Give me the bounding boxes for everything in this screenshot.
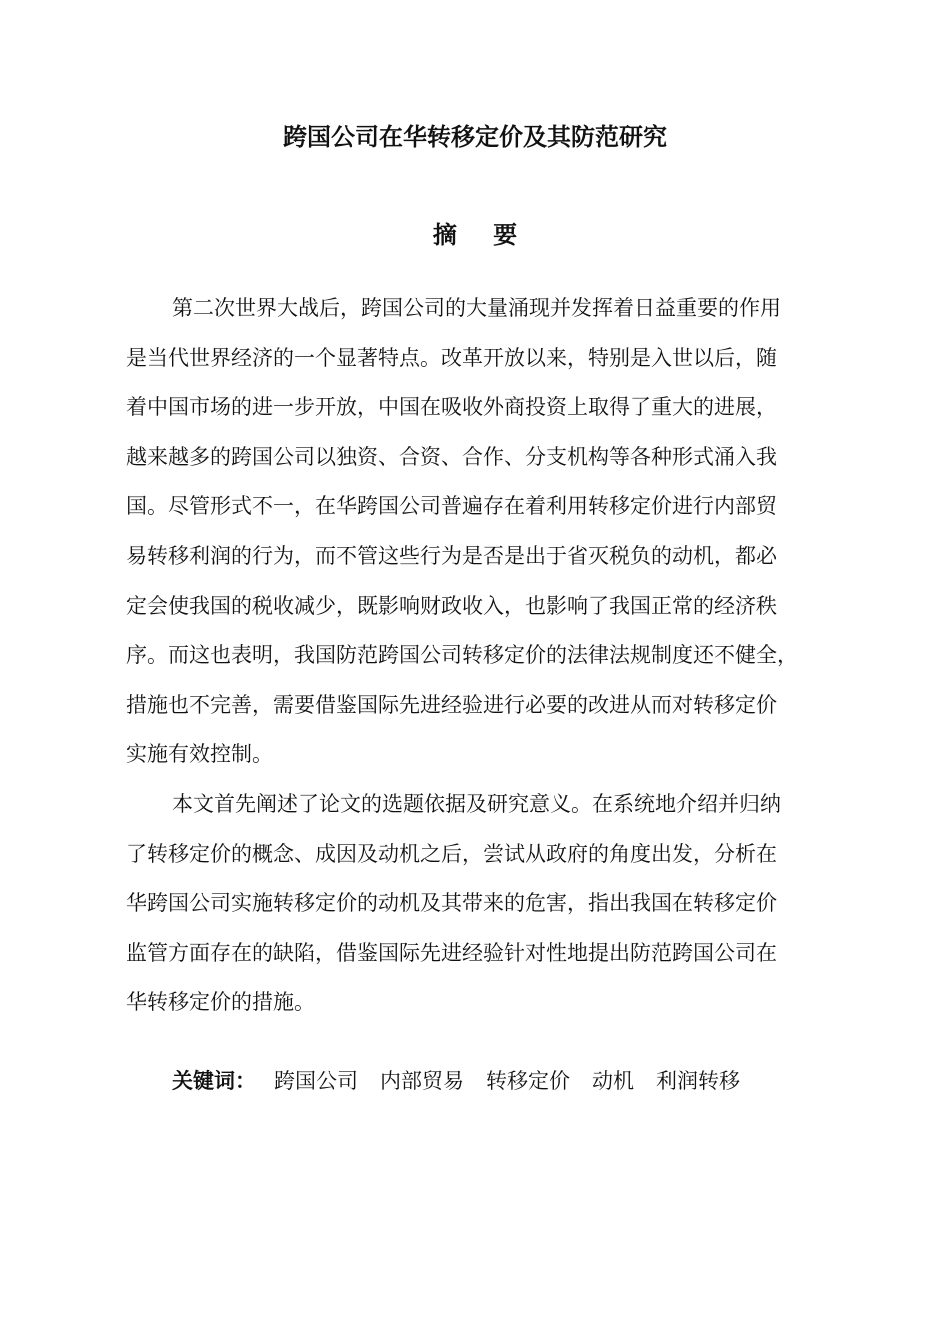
keywords-line <box>172 1064 740 1098</box>
abstract-heading: 摘 要 <box>432 221 532 249</box>
paragraph-1-line: 定会使我国的税收减少，既影响财政收入，也影响了我国正常的经济秩 <box>126 593 777 618</box>
keyword-item: 动机 <box>592 1069 634 1093</box>
abstract-body <box>126 284 826 1028</box>
paragraph-1-line: 实施有效控制。 <box>126 742 273 767</box>
paragraph-1-line: 国。尽管形式不一，在华跨国公司普遍存在着利用转移定价进行内部贸 <box>126 494 777 519</box>
paragraph-1-line: 越来越多的跨国公司以独资、合资、合作、分支机构等各种形式涌入我 <box>126 444 777 469</box>
keywords-label: 关键词： <box>172 1069 256 1093</box>
paragraph-1-line: 措施也不完善，需要借鉴国际先进经验进行必要的改进从而对转移定价 <box>126 692 777 717</box>
paragraph-1-line: 着中国市场的进一步开放，中国在吸收外商投资上取得了重大的进展， <box>126 395 777 420</box>
paragraph-2-line: 了转移定价的概念、成因及动机之后，尝试从政府的角度出发，分析在 <box>126 841 777 866</box>
paragraph-1-line: 序。而这也表明，我国防范跨国公司转移定价的法律法规制度还不健全， <box>126 643 798 668</box>
keyword-item: 跨国公司 <box>274 1069 358 1093</box>
paragraph-2-line: 华跨国公司实施转移定价的动机及其带来的危害，指出我国在转移定价 <box>126 891 777 916</box>
paragraph-1-line: 易转移利润的行为，而不管这些行为是否是出于省灭税负的动机，都必 <box>126 543 777 568</box>
keyword-item: 利润转移 <box>656 1069 740 1093</box>
document-title: 跨国公司在华转移定价及其防范研究 <box>283 123 667 151</box>
paragraph-2-line: 华转移定价的措施。 <box>126 990 315 1015</box>
paragraph-2-line: 监管方面存在的缺陷，借鉴国际先进经验针对性地提出防范跨国公司在 <box>126 940 777 965</box>
paragraph-1-line: 是当代世界经济的一个显著特点。改革开放以来，特别是入世以后，随 <box>126 345 777 370</box>
paragraph-2-line: 本文首先阐述了论文的选题依据及研究意义。在系统地介绍并归纳 <box>172 791 781 816</box>
keyword-item: 内部贸易 <box>380 1069 464 1093</box>
paragraph-1-line: 第二次世界大战后，跨国公司的大量涌现并发挥着日益重要的作用 <box>172 296 781 320</box>
keyword-item: 转移定价 <box>486 1069 570 1093</box>
